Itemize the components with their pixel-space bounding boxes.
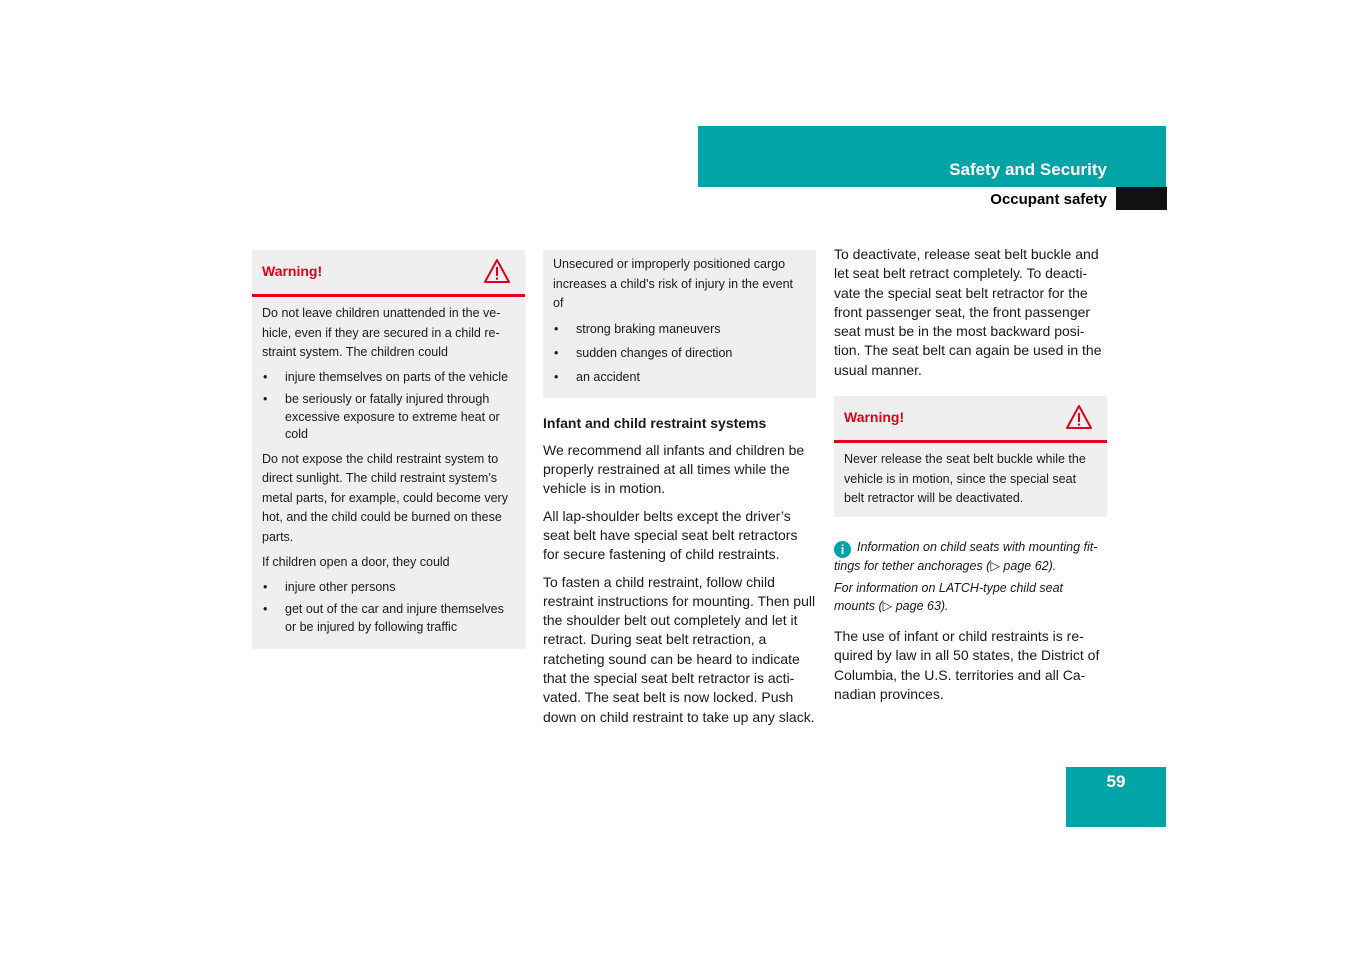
list-item: • strong braking maneuvers: [553, 320, 806, 339]
section-title: Occupant safety: [990, 191, 1107, 208]
warning-header: [252, 250, 525, 297]
paragraph: To deactivate, release seat belt buckle and let seat belt retract completely. To deacti-vate the special seat belt retractor for the front passenger seat, the front passenger seat must be in the most backward posi-tion. The seat belt can again be used in the usual manner.: [834, 246, 1102, 378]
warning-paragraph: Do not leave children unattended in the ve-hicle, even if they are secured in a child re-straint system. The children could: [262, 306, 501, 359]
cargo-list: [553, 320, 806, 387]
warning-title: Warning!: [262, 263, 323, 279]
list-item: • get out of the car and injure themselves or be injured by following traffic: [262, 601, 515, 636]
list-item: • injure other persons: [262, 579, 515, 597]
warning-body: [252, 297, 525, 649]
warning-paragraph: If children open a door, they could: [262, 555, 450, 569]
cargo-info-box: [543, 250, 816, 398]
right-body-text-top: [834, 245, 1107, 380]
warning-title: Warning!: [844, 409, 905, 426]
middle-column: [543, 250, 816, 735]
list-item: • sudden changes of direction: [553, 344, 806, 363]
warning-list: [262, 579, 515, 637]
paragraph: The use of infant or child restraints is re-quired by law in all 50 states, the District of Columbia, the U.S. territories and all Ca-nadian provinces.: [834, 628, 1100, 702]
right-column: [834, 245, 1107, 712]
page-number: 59: [1106, 772, 1126, 791]
chapter-header-band: [698, 126, 1166, 187]
paragraph: To fasten a child restraint, follow child restraint instructions for mounting. Then pull the shoulder belt out completely and let it retract. During seat belt retraction, a ratcheting sound can be heard to indicate that the special seat belt retractor is acti-vated. The seat belt is now locked. Push down on child restraint to take up any slack.: [543, 573, 816, 725]
cargo-intro: Unsecured or improperly positioned cargo increases a child's risk of injury in the event of: [553, 257, 793, 310]
list-item: • be seriously or fatally injured through excessive exposure to extreme heat or cold: [262, 391, 515, 444]
warning-body: [834, 443, 1107, 517]
info-icon: i: [834, 541, 851, 558]
warning-box-children: [252, 250, 525, 649]
warning-triangle-icon: [483, 258, 511, 284]
chapter-title: Safety and Security: [949, 160, 1107, 179]
warning-paragraph: Never release the seat belt buckle while the vehicle is in motion, since the special seat belt retractor will be deactivated.: [844, 452, 1086, 506]
section-tab-marker: [1116, 187, 1167, 210]
info-note: [834, 539, 1107, 576]
info-note-text: Information on child seats with mounting fit-tings for tether anchorages (▷ page 62).: [834, 539, 1098, 573]
warning-header: [834, 396, 1107, 443]
paragraph: We recommend all infants and children be properly restrained at all times while the vehicle is in motion.: [543, 441, 805, 497]
warning-triangle-icon: [1065, 404, 1093, 430]
warning-box-buckle: [834, 396, 1107, 517]
subheading: Infant and child restraint systems: [543, 414, 767, 431]
paragraph: All lap-shoulder belts except the driver’s seat belt have special seat belt retractors for secure fastening of child restraints.: [543, 507, 798, 563]
list-item: • an accident: [553, 368, 806, 387]
right-body-text-bottom: [834, 627, 1107, 704]
info-note: For information on LATCH-type child seat mounts (▷ page 63).: [834, 581, 1064, 613]
list-item: • injure themselves on parts of the vehicle: [262, 369, 515, 387]
page-number-band: [1066, 767, 1166, 827]
warning-paragraph: Do not expose the child restraint system to direct sunlight. The child restraint system’s metal parts, for example, could become very hot, and the child could be burned on these parts.: [262, 451, 508, 544]
info-notes: [834, 539, 1107, 616]
warning-list: [262, 369, 515, 444]
middle-body-text: [543, 414, 816, 727]
